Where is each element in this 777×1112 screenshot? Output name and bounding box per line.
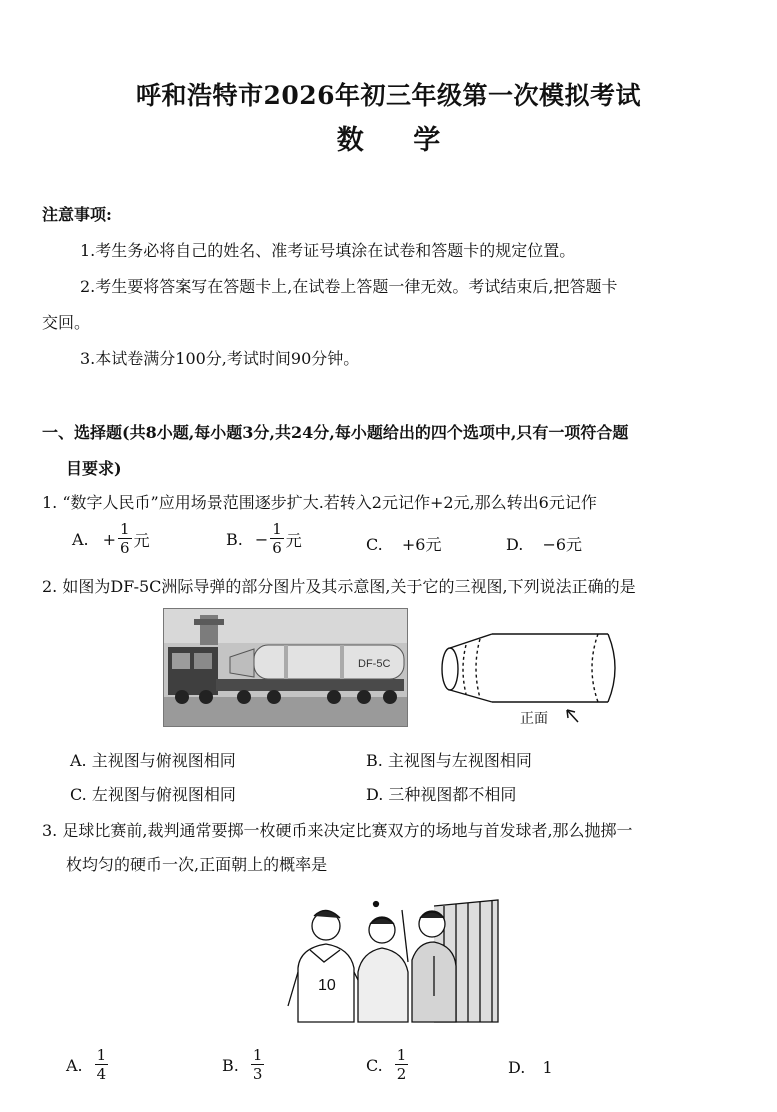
section-heading: 一、选择题(共8小题,每小题3分,共24分,每小题给出的四个选项中,只有一项符合题 — [42, 423, 629, 442]
notes-item-1: 1.考生务必将自己的姓名、准考证号填涂在试卷和答题卡的规定位置。 — [80, 241, 576, 260]
option-label: B. — [222, 1055, 239, 1075]
option-label: A. — [72, 529, 89, 549]
q2-option-b: B. 主视图与左视图相同 — [366, 751, 532, 770]
question-3-stem-cont: 枚均匀的硬币一次,正面朝上的概率是 — [66, 855, 328, 874]
question-2-stem: 2. 如图为DF-5C洲际导弹的部分图片及其示意图,关于它的三视图,下列说法正确的是 — [42, 577, 636, 596]
fraction — [251, 1048, 265, 1082]
option-sign: − — [254, 529, 269, 549]
q3-option-b — [222, 1048, 266, 1082]
numerator: 1 — [272, 520, 282, 538]
option-unit: 元 — [285, 530, 302, 550]
q1-option-d — [506, 532, 582, 555]
option-label: C. — [366, 1055, 383, 1075]
option-text: −6元 — [542, 535, 583, 554]
option-text: +6元 — [401, 535, 442, 554]
denominator: 6 — [272, 539, 282, 557]
denominator: 2 — [396, 1065, 407, 1083]
numerator: 1 — [120, 520, 130, 538]
option-text: 1 — [542, 1058, 553, 1077]
numerator: 1 — [96, 1046, 107, 1064]
subject-title: 数 学 — [336, 125, 461, 156]
fraction — [118, 522, 132, 556]
missile-photo — [163, 608, 408, 727]
q2-option-c: C. 左视图与俯视图相同 — [70, 785, 236, 804]
numerator: 1 — [396, 1046, 407, 1064]
front-view-label: 正面 — [520, 711, 548, 727]
option-sign: + — [102, 529, 117, 549]
denominator: 6 — [120, 539, 130, 557]
option-label: D. — [508, 1058, 526, 1077]
q3-option-a — [66, 1048, 110, 1082]
missile-label: DF-5C — [358, 658, 391, 670]
option-label: D. — [506, 535, 524, 554]
q3-option-d — [508, 1058, 553, 1077]
denominator: 3 — [252, 1065, 263, 1083]
jersey-number: 10 — [318, 977, 336, 994]
q1-option-c — [366, 532, 441, 555]
option-label: C. — [366, 535, 383, 554]
option-unit: 元 — [133, 530, 150, 550]
q1-option-a — [72, 522, 150, 556]
question-3-stem: 3. 足球比赛前,裁判通常要掷一枚硬币来决定比赛双方的场地与首发球者,那么抛掷一 — [42, 821, 633, 840]
q1-option-b — [226, 522, 302, 556]
denominator: 4 — [96, 1065, 107, 1083]
option-label: A. — [66, 1055, 83, 1075]
fraction — [395, 1048, 409, 1082]
q2-option-d: D. 三种视图都不相同 — [366, 785, 517, 804]
notes-item-2: 2.考生要将答案写在答题卡上,在试卷上答题一律无效。考试结束后,把答题卡 — [80, 277, 618, 296]
referee-coin-toss-illustration — [284, 896, 504, 1028]
q3-option-c — [366, 1048, 410, 1082]
question-1-stem: 1. “数字人民币”应用场景范围逐步扩大.若转入2元记作+2元,那么转出6元记作 — [42, 493, 597, 512]
q2-option-a: A. 主视图与俯视图相同 — [70, 751, 236, 770]
exam-title: 呼和浩特市2026年初三年级第一次模拟考试 — [135, 81, 642, 110]
numerator: 1 — [252, 1046, 263, 1064]
option-label: B. — [226, 529, 243, 549]
notes-item-3: 3.本试卷满分100分,考试时间90分钟。 — [80, 349, 360, 368]
notes-heading: 注意事项: — [42, 205, 112, 224]
section-heading-cont: 目要求) — [66, 459, 122, 478]
fraction — [95, 1048, 109, 1082]
fraction — [270, 522, 284, 556]
notes-item-2-cont: 交回。 — [42, 313, 91, 332]
